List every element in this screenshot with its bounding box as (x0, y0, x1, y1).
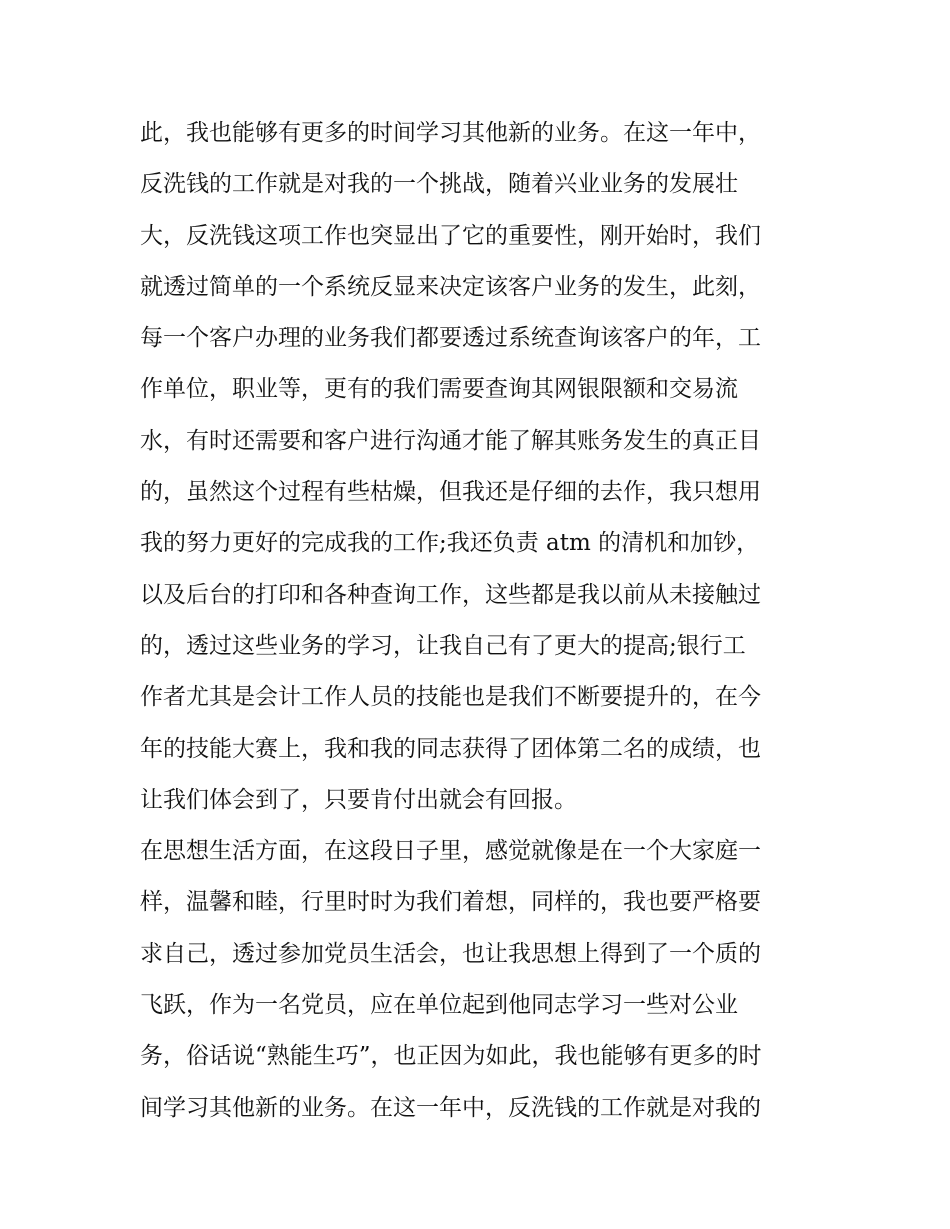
text-line: 此，我也能够有更多的时间学习其他新的业务。在这一年中， (140, 120, 761, 146)
text-line: 反洗钱的工作就是对我的一个挑战，随着兴业业务的发展壮 (140, 171, 738, 198)
text-line: 务，俗话说“熟能生巧”，也正因为如此，我也能够有更多的时 (140, 1043, 762, 1070)
text-line: 在思想生活方面，在这段日子里，感觉就像是在一个大家庭一 (140, 838, 761, 865)
body-text (140, 108, 820, 1134)
text-line: 间学习其他新的业务。在这一年中，反洗钱的工作就是对我的 (140, 1094, 761, 1121)
text-line: 让我们体会到了，只要肯付出就会有回报。 (140, 786, 577, 813)
text-line: 飞跃，作为一名党员，应在单位起到他同志学习一些对公业 (140, 992, 738, 1019)
text-line: 作单位，职业等，更有的我们需要查询其网银限额和交易流 (140, 376, 738, 403)
text-line: 每一个客户办理的业务我们都要透过系统查询该客户的年，工 (140, 325, 761, 352)
text-line: 大，反洗钱这项工作也突显出了它的重要性，刚开始时，我们 (140, 222, 761, 249)
text-line: 年的技能大赛上，我和我的同志获得了团体第二名的成绩，也 (140, 735, 761, 762)
text-line: 以及后台的打印和各种查询工作，这些都是我以前从未接触过 (140, 581, 761, 608)
text-line: 水，有时还需要和客户进行沟通才能了解其账务发生的真正目 (140, 427, 761, 454)
text-line: 我的努力更好的完成我的工作;我还负责 atm 的清机和加钞， (140, 530, 760, 557)
text-line: 求自己，透过参加党员生活会，也让我思想上得到了一个质的 (140, 940, 761, 967)
text-line: 样，温馨和睦，行里时时为我们着想，同样的，我也要严格要 (140, 889, 761, 916)
text-line: 的，虽然这个过程有些枯燥，但我还是仔细的去作，我只想用 (140, 479, 761, 506)
text-line: 的，透过这些业务的学习，让我自己有了更大的提高;银行工 (140, 632, 746, 659)
text-line: 作者尤其是会计工作人员的技能也是我们不断要提升的，在今 (140, 684, 761, 711)
text-line: 就透过简单的一个系统反显来决定该客户业务的发生，此刻， (140, 273, 761, 300)
